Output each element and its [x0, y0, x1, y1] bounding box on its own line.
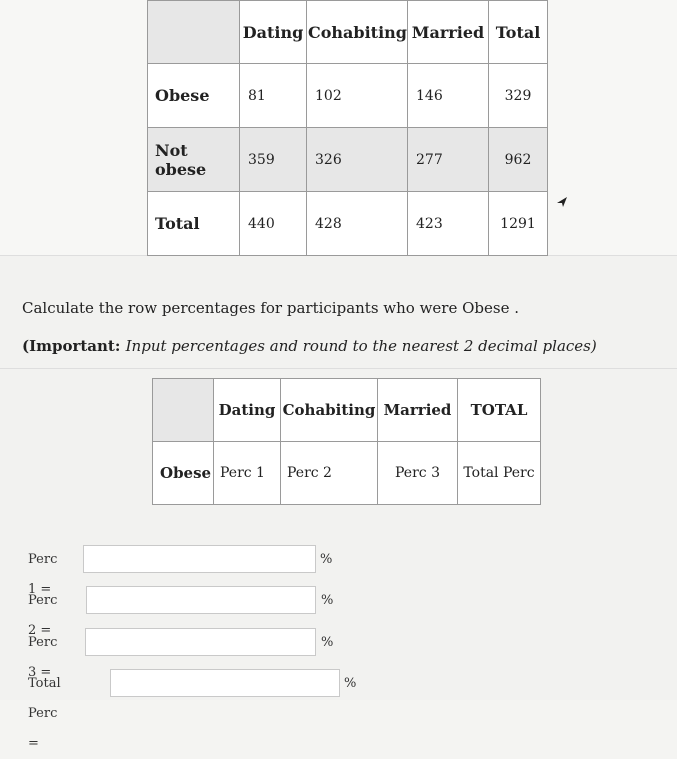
col-header-married: Married	[378, 379, 458, 442]
col-header-cohabiting: Cohabiting	[307, 1, 408, 64]
mouse-cursor-icon	[556, 196, 568, 208]
row-label: Obese	[148, 64, 240, 128]
row-label: Obese	[153, 442, 214, 505]
perc3-input[interactable]	[85, 628, 316, 656]
col-header-total: TOTAL	[458, 379, 541, 442]
table-cell: 102	[307, 64, 408, 128]
table-row-not-obese	[148, 128, 548, 192]
col-header-married: Married	[408, 1, 489, 64]
row-label: Not obese	[148, 128, 240, 192]
total-perc-label: Total Perc =	[28, 676, 61, 751]
table-cell: 326	[307, 128, 408, 192]
table-cell: 1291	[489, 192, 548, 256]
percentage-table	[152, 378, 541, 505]
table-cell: Total Perc	[458, 442, 541, 505]
important-label: (Important:	[22, 337, 126, 355]
table-cell: 359	[240, 128, 307, 192]
table-cell: Perc 2	[281, 442, 378, 505]
total-perc-input[interactable]	[110, 669, 340, 697]
perc3-label: Perc 3 =	[28, 635, 58, 680]
table-cell: 428	[307, 192, 408, 256]
table-cell: 81	[240, 64, 307, 128]
table-cell: 962	[489, 128, 548, 192]
percent-sign: %	[321, 635, 334, 650]
important-note	[22, 337, 597, 355]
table-row-obese	[153, 442, 541, 505]
perc1-input[interactable]	[83, 545, 316, 573]
table-row-obese	[148, 64, 548, 128]
table-cell: 146	[408, 64, 489, 128]
contingency-table	[147, 0, 548, 256]
table-header-row	[153, 379, 541, 442]
table-header-corner	[153, 379, 214, 442]
percent-sign: %	[320, 552, 333, 567]
table-cell: 277	[408, 128, 489, 192]
table-header-row	[148, 1, 548, 64]
table-row-total	[148, 192, 548, 256]
col-header-dating: Dating	[214, 379, 281, 442]
question-text: Calculate the row percentages for participants who were Obese .	[22, 299, 520, 317]
table-cell: 440	[240, 192, 307, 256]
col-header-total: Total	[489, 1, 548, 64]
percent-sign: %	[344, 676, 357, 691]
perc2-label: Perc 2 =	[28, 593, 58, 638]
col-header-dating: Dating	[240, 1, 307, 64]
perc2-input[interactable]	[86, 586, 316, 614]
table-cell: 423	[408, 192, 489, 256]
table-cell: Perc 1	[214, 442, 281, 505]
important-text: Input percentages and round to the nearest 2 decimal places)	[125, 337, 597, 355]
col-header-cohabiting: Cohabiting	[281, 379, 378, 442]
row-label: Total	[148, 192, 240, 256]
percent-sign: %	[321, 593, 334, 608]
table-cell: Perc 3	[378, 442, 458, 505]
perc1-label: Perc 1 =	[28, 552, 58, 597]
table-header-corner	[148, 1, 240, 64]
divider	[0, 368, 677, 369]
table-cell: 329	[489, 64, 548, 128]
